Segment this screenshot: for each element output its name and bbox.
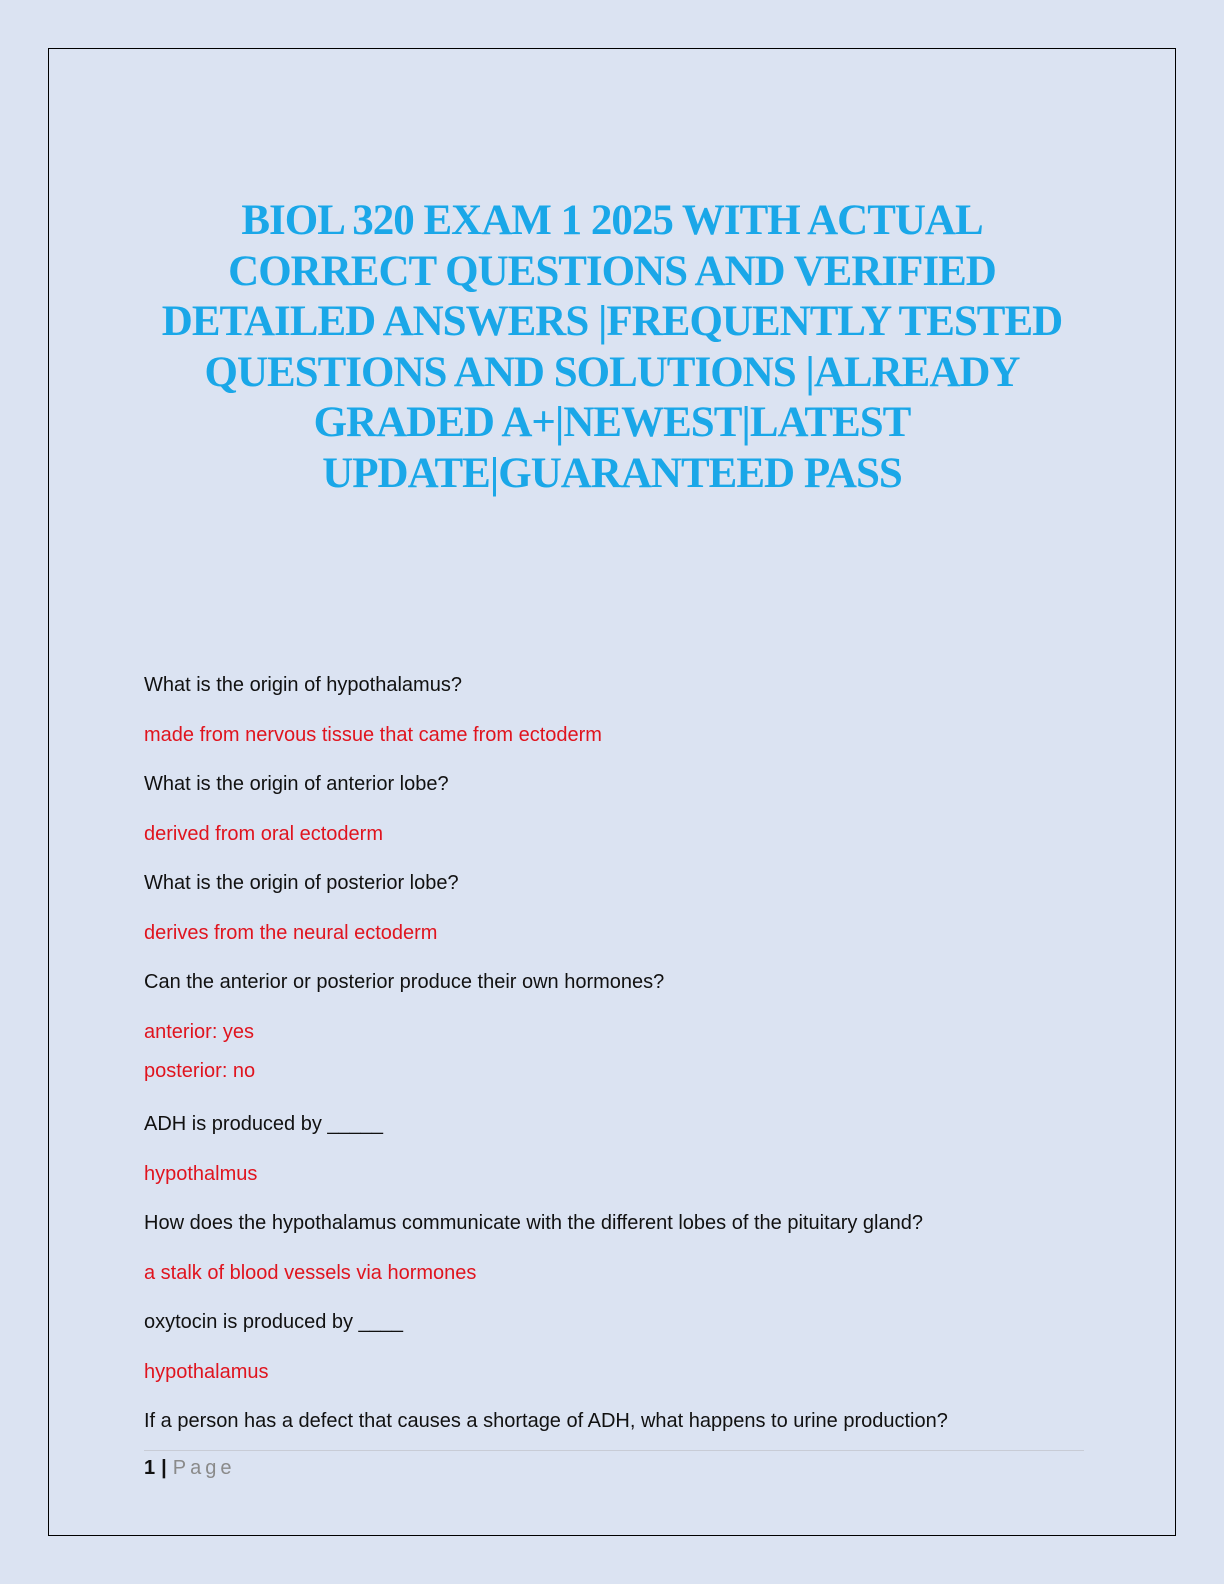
question-text: What is the origin of anterior lobe?: [144, 773, 449, 795]
question-text: ADH is produced by _____: [144, 1113, 384, 1135]
title-line: BIOL 320 EXAM 1 2025 WITH ACTUAL: [241, 197, 983, 244]
title-line: GRADED A+|NEWEST|LATEST: [313, 399, 911, 446]
question-text: What is the origin of posterior lobe?: [144, 872, 459, 894]
title-line: QUESTIONS AND SOLUTIONS |ALREADY: [204, 348, 1020, 396]
answer-text: hypothalmus: [144, 1162, 258, 1185]
answer-text: hypothalamus: [144, 1360, 269, 1383]
question-text: Can the anterior or posterior produce their own hormones?: [144, 971, 665, 993]
question-text: oxytocin is produced by ____: [144, 1311, 404, 1333]
question-text: If a person has a defect that causes a shortage of ADH, what happens to urine production?: [144, 1410, 948, 1432]
answer-line: anterior: yes: [144, 1020, 255, 1043]
answer-multiline: [144, 1020, 1084, 1088]
answer-text: derives from the neural ectoderm: [144, 921, 438, 944]
title-line: UPDATE|GUARANTEED PASS: [322, 449, 902, 497]
page-footer: [144, 1455, 235, 1481]
answer-text: a stalk of blood vessels via hormones: [144, 1261, 477, 1284]
title-line: DETAILED ANSWERS |FREQUENTLY TESTED: [161, 298, 1063, 345]
answer-text: derived from oral ectoderm: [144, 822, 383, 845]
question-text: How does the hypothalamus communicate with the different lobes of the pituitary gland?: [144, 1212, 923, 1234]
footer-separator: |: [161, 1457, 167, 1479]
question-answer-list: [144, 673, 1084, 1459]
page-label: Page: [172, 1457, 236, 1479]
footer-divider: [144, 1450, 1084, 1451]
title-line: CORRECT QUESTIONS AND VERIFIED: [228, 247, 996, 295]
answer-line: posterior: no: [144, 1059, 256, 1082]
question-text: What is the origin of hypothalamus?: [144, 674, 462, 696]
answer-text: made from nervous tissue that came from ectoderm: [144, 723, 602, 746]
document-title: [130, 196, 1094, 499]
page-number: 1: [144, 1457, 156, 1479]
